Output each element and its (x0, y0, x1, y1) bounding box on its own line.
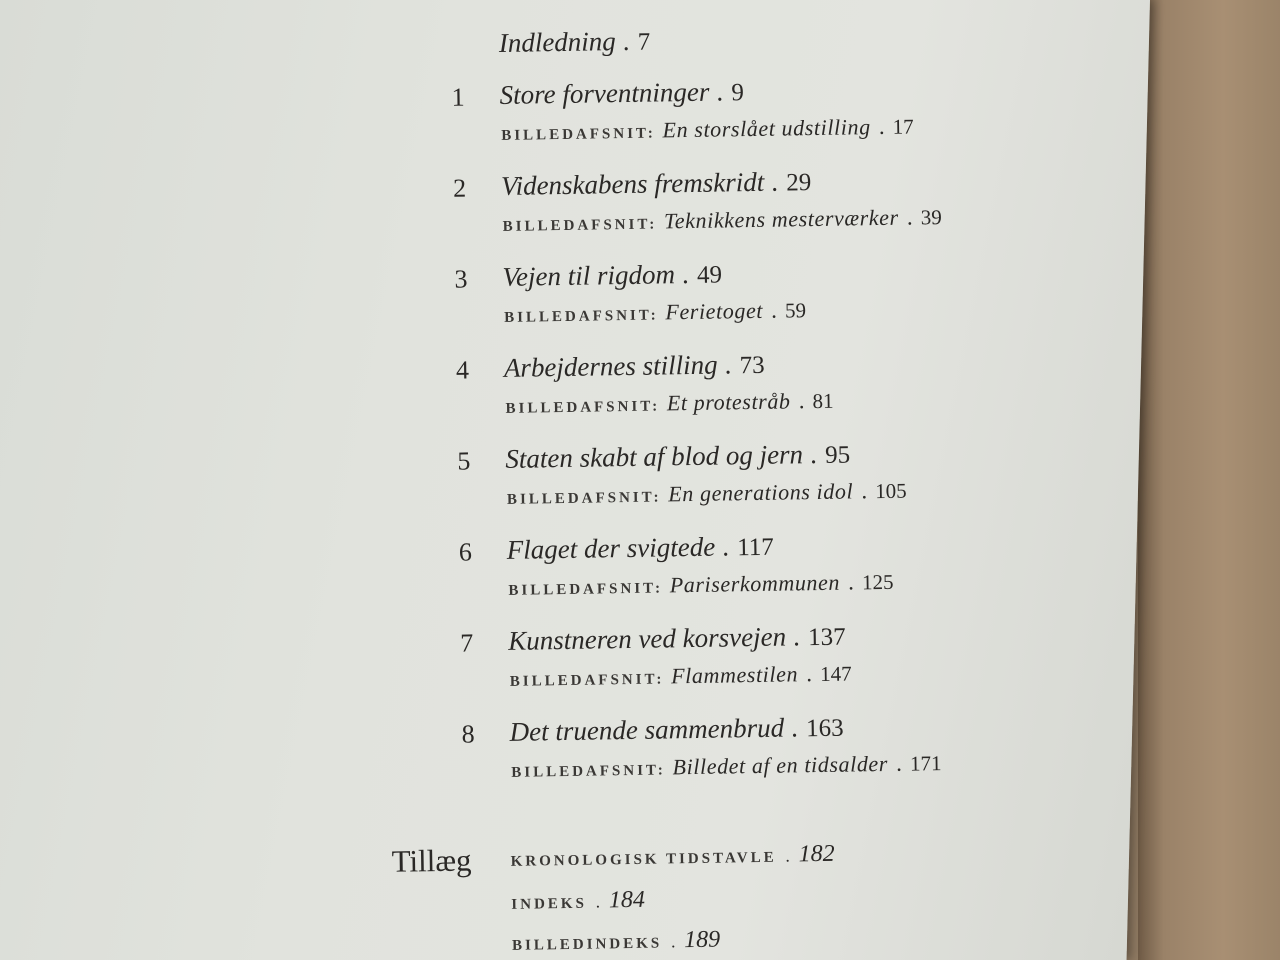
chapter-number: 1 (451, 82, 465, 112)
chapter-title: Vejen til rigdom (502, 259, 676, 292)
picture-section-page: 17 (892, 114, 914, 139)
picture-section: BILLEDAFSNIT: Pariserkommunen . 125 (508, 569, 894, 599)
chapter-number: 2 (452, 173, 467, 203)
intro-page: 7 (637, 28, 651, 56)
chapter-number: 3 (454, 264, 468, 294)
appendix-item-label: INDEKS (511, 895, 588, 913)
chapter-page: 163 (805, 714, 844, 743)
picture-section-label: BILLEDAFSNIT (508, 580, 656, 599)
picture-section-label: BILLEDAFSNIT (504, 307, 651, 326)
appendix-heading: Tillæg (391, 842, 472, 879)
chapter-page: 117 (737, 533, 775, 562)
chapter-number: 7 (460, 628, 474, 658)
toc-chapter: 8 Det truende sammenbrud . 163 BILLEDAFSNIT: Billedet af en tidsalder . 171 (461, 712, 942, 781)
picture-section-page: 147 (819, 661, 852, 686)
picture-section-page: 39 (920, 205, 942, 230)
chapter-title: Flaget der svigtede (506, 531, 716, 565)
chapter-number: 5 (457, 446, 471, 476)
appendix-item-page: 189 (683, 926, 721, 954)
appendix-item: BILLEDINDEKS . 189 (511, 926, 721, 954)
picture-section-page: 105 (875, 478, 907, 504)
picture-section-title: Teknikkens mesterværker (663, 204, 899, 234)
toc-chapter: 4 Arbejdernes stilling . 73 BILLEDAFSNIT: Et protestråb . 81 (455, 349, 834, 417)
appendix-item-page: 184 (608, 886, 646, 914)
picture-section: BILLEDAFSNIT: Ferietoget . 59 (504, 297, 807, 326)
picture-section-label: BILLEDAFSNIT (505, 398, 653, 417)
picture-section-title: En storslået udstilling (662, 114, 871, 143)
picture-section-label: BILLEDAFSNIT (511, 762, 658, 781)
picture-section-label: BILLEDAFSNIT (502, 216, 650, 235)
picture-section-title: Ferietoget (665, 297, 764, 325)
picture-section-title: Pariserkommunen (669, 569, 841, 598)
picture-section-label: BILLEDAFSNIT (509, 671, 657, 690)
toc-chapter: 7 Kunstneren ved korsvejen . 137 BILLEDAFSNIT: Flammestilen . 147 (460, 621, 852, 690)
picture-section-page: 81 (812, 388, 834, 414)
picture-section-title: Billedet af en tidsalder (672, 750, 889, 780)
chapter-page: 73 (739, 351, 765, 380)
picture-section-title: Flammestilen (670, 661, 799, 689)
appendix-item-label: BILLEDINDEKS (511, 935, 663, 954)
appendix (5, 833, 1105, 954)
chapter-page: 95 (824, 441, 851, 469)
picture-section-title: Et protestråb (666, 388, 791, 416)
picture-section: BILLEDAFSNIT: Teknikkens mesterværker . 39 (502, 204, 942, 235)
picture-section-title: En generations idol (668, 478, 854, 507)
picture-section: BILLEDAFSNIT: Flammestilen . 147 (509, 661, 852, 690)
toc-chapter: 2 Videnskabens fremskridt . 29 BILLEDAFSNIT: Teknikkens mesterværker . 39 (452, 166, 942, 235)
chapter-title: Staten skabt af blod og jern (505, 439, 804, 474)
picture-section: BILLEDAFSNIT: Billedet af en tidsalder . 171 (511, 750, 942, 781)
toc-chapter: 1 Store forventninger . 9 BILLEDAFSNIT: En storslået udstilling . 17 (451, 76, 914, 144)
picture-section-label: BILLEDAFSNIT (506, 489, 654, 508)
toc-chapter: 5 Staten skabt af blod og jern . 95 BILLEDAFSNIT: En generations idol . 105 (457, 439, 907, 508)
picture-section-label: BILLEDAFSNIT (501, 125, 648, 144)
appendix-item: INDEKS . 184 (511, 886, 646, 914)
appendix-item-page: 182 (798, 840, 835, 868)
chapter-title: Arbejdernes stilling (503, 349, 718, 383)
table-surface (1138, 0, 1280, 960)
picture-section: BILLEDAFSNIT: Et protestråb . 81 (505, 388, 834, 417)
chapter-page: 9 (731, 79, 745, 107)
picture-section: BILLEDAFSNIT: En generations idol . 105 (506, 478, 907, 508)
picture-section-page: 125 (861, 569, 894, 595)
chapter-title: Videnskabens fremskridt (500, 166, 765, 201)
intro-title: Indledning (498, 26, 617, 58)
chapter-number: 8 (461, 719, 475, 749)
chapter-page: 137 (807, 623, 846, 652)
picture-section-page: 59 (784, 298, 807, 323)
chapter-number: 4 (455, 355, 470, 385)
toc-intro: Indledning . 7 (498, 25, 651, 58)
appendix-item: KRONOLOGISK TIDSTAVLE . 182 (510, 840, 835, 870)
picture-section-page: 171 (909, 751, 942, 776)
chapter-title: Det truende sammenbrud (509, 712, 785, 747)
appendix-item-label: KRONOLOGISK TIDSTAVLE (510, 849, 777, 870)
picture-section: BILLEDAFSNIT: En storslået udstilling . 17 (501, 114, 914, 144)
toc-chapter: 3 Vejen til rigdom . 49 BILLEDAFSNIT: Ferietoget . 59 (454, 259, 807, 326)
chapter-page: 29 (786, 169, 812, 197)
chapter-number: 6 (458, 537, 473, 567)
chapter-title: Store forventninger (499, 76, 710, 110)
chapter-title: Kunstneren ved korsvejen (507, 621, 787, 656)
chapter-page: 49 (696, 261, 723, 289)
toc-chapter: 6 Flaget der svigtede . 117 BILLEDAFSNIT: Pariserkommunen . 125 (458, 531, 894, 599)
